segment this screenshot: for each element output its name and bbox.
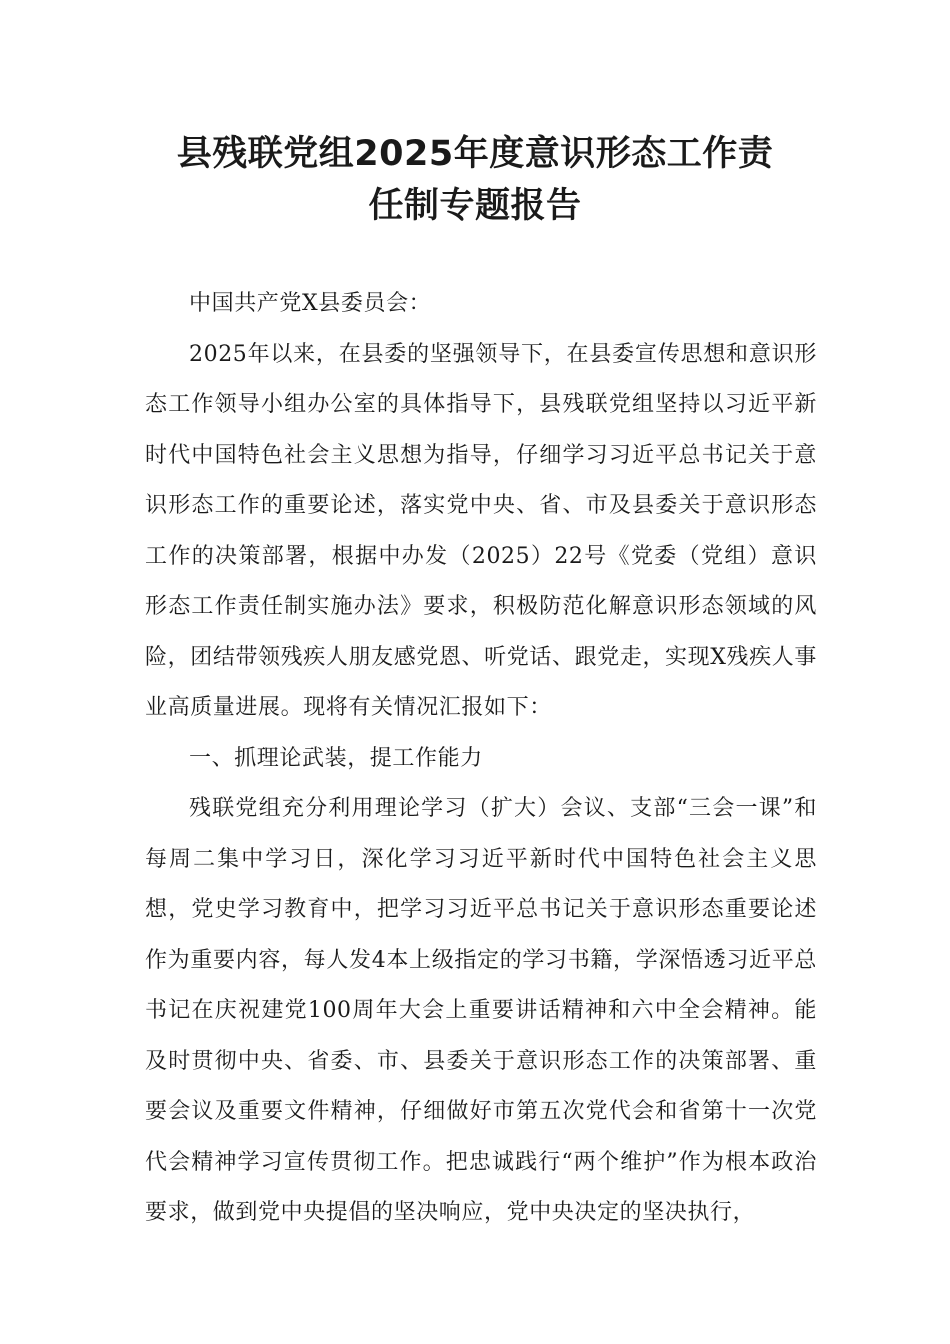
salutation: 中国共产党X县委员会： [189, 291, 432, 316]
section-heading-1: 一、抓理论武装，提工作能力 [189, 745, 483, 771]
paragraph-intro: 2025年以来，在县委的坚强领导下，在县委宣传思想和意识形态工作领导小组办公室的具体指导下，县残联党组坚持以习近平新时代中国特色社会主义思想为指导，仔细学习习近平总书记关于意识形态工作的重要论述，落实党中央、省、市及县委关于意识形态工作的决策部署，根据中办发（2025）22号《党委（党组）意识形态工作责任制实施办法》要求，积极防范化解意识形态领域的风险，团结带领残疾人朋友感党恩、听党话、跟党走，实现X残疾人事业高质量进展。现将有关情况汇报如下： [145, 341, 817, 720]
document-body [145, 279, 817, 1239]
document-title [120, 128, 830, 232]
title-line-2: 任制专题报告 [368, 186, 582, 226]
title-line-1: 县残联党组2025年度意识形态工作责 [176, 134, 774, 174]
paragraph-section-1: 残联党组充分利用理论学习（扩大）会议、支部“三会一课”和每周二集中学习日，深化学习习近平新时代中国特色社会主义思想，党史学习教育中，把学习习近平总书记关于意识形态重要论述作为重要内容，每人发4本上级指定的学习书籍，学深悟透习近平总书记在庆祝建党100周年大会上重要讲话精神和六中全会精神。能及时贯彻中央、省委、市、县委关于意识形态工作的决策部署、重要会议及重要文件精神，仔细做好市第五次党代会和省第十一次党代会精神学习宣传贯彻工作。把忠诚践行“两个维护”作为根本政治要求，做到党中央提倡的坚决响应，党中央决定的坚决执行， [145, 796, 817, 1225]
